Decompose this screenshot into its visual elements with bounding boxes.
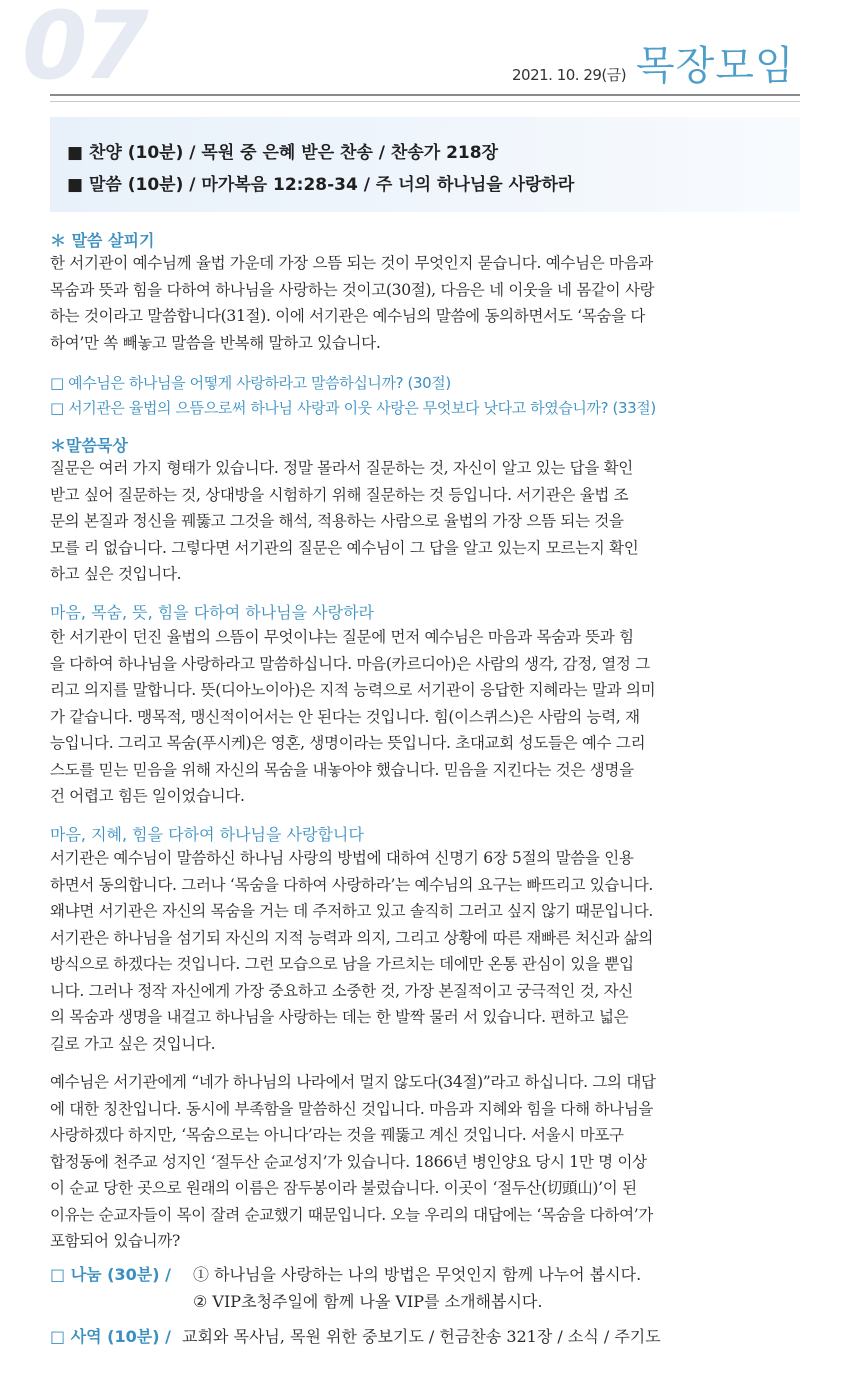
text-line: 에 대한 칭찬입니다. 동시에 부족함을 말씀하신 것입니다. 마음과 지혜와 힘을 다해 하나님을 [50,1099,654,1118]
paragraph-review [50,250,800,356]
question-2: □ 서기관은 율법의 으뜸으로써 하나님 사랑과 이웃 사랑은 무엇보다 낫다고 하였습니까? (33절) [50,399,656,417]
paragraph-love-with-all [50,624,800,810]
agenda-item-word: ■ 말씀 (10분) / 마가복음 12:28-34 / 주 너의 하나님을 사랑하라 [67,175,575,195]
text-line: 합정동에 천주교 성지인 ‘절두산 순교성지’가 있습니다. 1866년 병인양요 당시 1만 명 이상 [50,1152,647,1171]
text-line: 하고 싶은 것입니다. [50,565,182,583]
agenda-box [50,117,800,212]
text-line: 질문은 여러 가지 형태가 있습니다. 정말 몰라서 질문하는 것, 자신이 알고 있는 답을 확인 [50,459,633,477]
section-heading-meditation: ＊말씀묵상 [50,436,128,455]
agenda-item-praise: ■ 찬양 (10분) / 목원 중 은혜 받은 찬송 / 찬송가 218장 [67,143,499,163]
text-line: 사랑하겠다 하지만, ‘목숨으로는 아니다’라는 것을 꿰뚫고 계신 것입니다. 서울시 마포구 [50,1126,624,1144]
text-line: 길로 가고 싶은 것입니다. [50,1034,216,1053]
text-line: 을 다하여 하나님을 사랑하라고 말씀하십니다. 마음(카르디아)은 사람의 생각, 감정, 열정 그 [50,654,650,673]
text-line: 건 어렵고 힘든 일이었습니다. [50,787,245,805]
text-line: 니다. 그러나 정작 자신에게 가장 중요하고 소중한 것, 가장 본질적이고 궁극적인 것, 자신 [50,981,633,1000]
paragraph-love-wisdom [50,845,800,1057]
text-line: 하여’만 쏙 빼놓고 말씀을 반복해 말하고 있습니다. [50,333,381,352]
text-line: 방식으로 하겠다는 것입니다. 그런 모습으로 남을 가르치는 데에만 온통 관심이 있을 뿐입 [50,955,634,973]
page-title: 목장모임 [636,43,795,89]
section-heading-review: ＊ 말씀 살피기 [50,231,155,250]
ministry-row [50,1324,661,1347]
text-line: 모를 리 없습니다. 그렇다면 서기관의 질문은 예수님이 그 답을 알고 있는지 모르는지 확인 [50,538,639,557]
text-line: 목숨과 뜻과 힘을 다하여 하나님을 사랑하는 것이고(30절), 다음은 네 이웃을 네 몸같이 사랑 [50,280,655,299]
ministry-label: □ 사역 (10분) / [50,1327,171,1346]
text-line: 스도를 믿는 믿음을 위해 자신의 목숨을 내놓아야 했습니다. 믿음을 지킨다는 것은 생명을 [50,760,634,779]
text-line: 리고 의지를 말합니다. 뜻(디아노이아)은 지적 능력으로 서기관이 응답한 지혜라는 말과 의미 [50,681,656,699]
sharing-row [50,1262,171,1285]
question-1: □ 예수님은 하나님을 어떻게 사랑하라고 말씀하십니까? (30절) [50,374,451,392]
text-line: 이 순교 당한 곳으로 원래의 이름은 잠두봉이라 불렀습니다. 이곳이 ‘절두산(切頭山)’이 된 [50,1179,637,1197]
text-line: 왜냐면 서기관은 자신의 목숨을 거는 데 주저하고 있고 솔직히 그러고 싶지 않기 때문입니다. [50,902,654,920]
text-line: 의 목숨과 생명을 내걸고 하나님을 사랑하는 데는 한 발짝 물러 서 있습니다. 편하고 넓은 [50,1008,629,1026]
text-line: 능입니다. 그리고 목숨(푸시케)은 영혼, 생명이라는 뜻입니다. 초대교회 성도들은 예수 그리 [50,734,646,752]
section-heading-love-with-all: 마음, 목숨, 뜻, 힘을 다하여 하나님을 사랑하라 [50,603,374,622]
text-line: 한 서기관이 던진 율법의 으뜸이 무엇이냐는 질문에 먼저 예수님은 마음과 목숨과 뜻과 힘 [50,628,634,646]
text-line: 문의 본질과 정신을 꿰뚫고 그것을 해석, 적용하는 사람으로 율법의 가장 으뜸 되는 것을 [50,512,624,530]
header-date: 2021. 10. 29(금) [512,66,627,84]
text-line: 서기관은 하나님을 섬기되 자신의 지적 능력과 의지, 그리고 상황에 따른 재빠른 처신과 삶의 [50,928,654,947]
text-line: 가 같습니다. 맹목적, 맹신적이어서는 안 된다는 것입니다. 힘(이스퀴스)은 사람의 능력, 재 [50,707,640,726]
header-divider [50,94,800,102]
paragraph-martyrdom [50,1069,800,1255]
paragraph-meditation [50,455,800,588]
text-line: 하면서 동의합니다. 그러나 ‘목숨을 다하여 사랑하라’는 예수님의 요구는 빠뜨리고 있습니다. [50,875,654,894]
text-line: 받고 싶어 질문하는 것, 상대방을 시험하기 위해 질문하는 것 등입니다. 서기관은 율법 조 [50,485,629,504]
sharing-item-2: ② VIP초청주일에 함께 나올 VIP를 소개해봅시다. [193,1292,543,1311]
sharing-item-1: ① 하나님을 사랑하는 나의 방법은 무엇인지 함께 나누어 봅시다. [193,1265,642,1284]
ministry-text: 교회와 목사님, 목원 위한 중보기도 / 헌금찬송 321장 / 소식 / 주기도 [182,1327,661,1346]
text-line: 서기관은 예수님이 말씀하신 하나님 사랑의 방법에 대하여 신명기 6장 5절의 말씀을 인용 [50,849,634,867]
text-line: 이유는 순교자들이 목이 잘려 순교했기 때문입니다. 오늘 우리의 대답에는 ‘목숨을 다하여’가 [50,1205,654,1224]
page-number: 07 [22,0,145,101]
text-line: 하는 것이라고 말씀합니다(31절). 이에 서기관은 예수님의 말씀에 동의하면서도 ‘목숨을 다 [50,307,646,325]
text-line: 포함되어 있습니까? [50,1232,181,1250]
text-line: 한 서기관이 예수님께 율법 가운데 가장 으뜸 되는 것이 무엇인지 묻습니다. 예수님은 마음과 [50,254,654,272]
text-line: 예수님은 서기관에게 “네가 하나님의 나라에서 멀지 않도다(34절)”라고 하십니다. 그의 대답 [50,1073,656,1091]
section-heading-love-wisdom: 마음, 지혜, 힘을 다하여 하나님을 사랑합니다 [50,825,364,844]
sharing-label: □ 나눔 (30분) / [50,1265,171,1284]
